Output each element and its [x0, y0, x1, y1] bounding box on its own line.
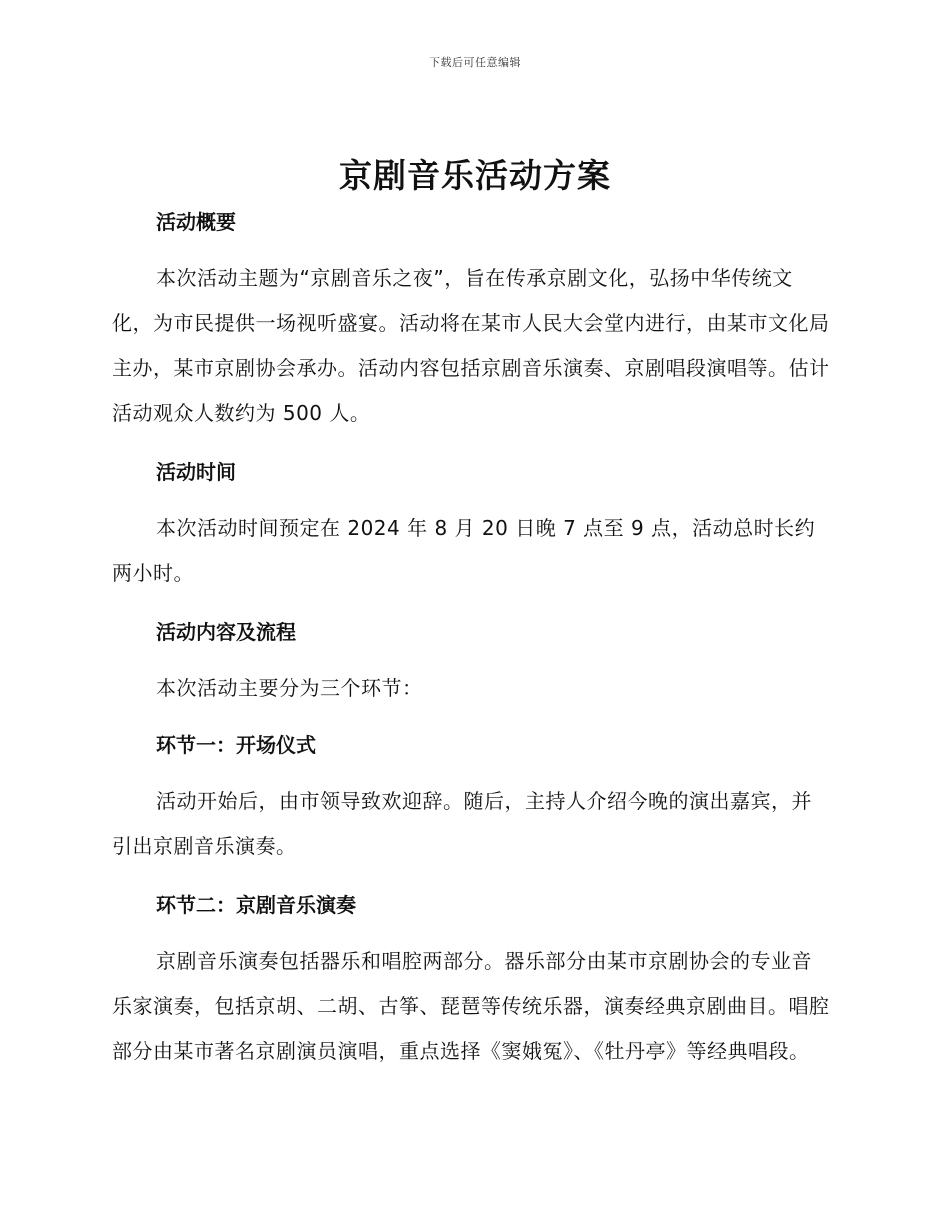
section-heading-time: 活动时间 — [156, 460, 236, 484]
header-note: 下载后可任意编辑 — [429, 56, 521, 69]
page-title: 京剧音乐活动方案 — [339, 156, 611, 195]
section-text-overview: 本次活动主题为“京剧音乐之夜”，旨在传承京剧文化，弘扬中华传统文化，为市民提供一场视听盛宴。活动将在某市人民大会堂内进行，由某市文化局主办，某市京剧协会承办。活动内容包括京剧音乐演奏、京剧唱段演唱等。估计活动观众人数约为 500 人。 — [112, 266, 830, 425]
section-heading-part2: 环节二：京剧音乐演奏 — [156, 893, 356, 917]
section-text-time: 本次活动时间预定在 2024 年 8 月 20 日晚 7 点至 9 点，活动总时长约两小时。 — [112, 516, 816, 585]
section-text-part1: 活动开始后，由市领导致欢迎辞。随后，主持人介绍今晚的演出嘉宾，并引出京剧音乐演奏。 — [112, 789, 812, 858]
section-heading-part1: 环节一：开场仪式 — [156, 733, 316, 757]
section-text-flow: 本次活动主要分为三个环节： — [156, 676, 423, 700]
section-text-part2: 京剧音乐演奏包括器乐和唱腔两部分。器乐部分由某市京剧协会的专业音乐家演奏，包括京胡、二胡、古筝、琵琶等传统乐器，演奏经典京剧曲目。唱腔部分由某市著名京剧演员演唱，重点选择《窦娥冤》、《牡丹亭》等经典唱段。 — [112, 949, 830, 1063]
section-heading-flow: 活动内容及流程 — [156, 620, 296, 644]
document-body — [112, 200, 832, 1074]
section-heading-overview: 活动概要 — [156, 210, 236, 234]
